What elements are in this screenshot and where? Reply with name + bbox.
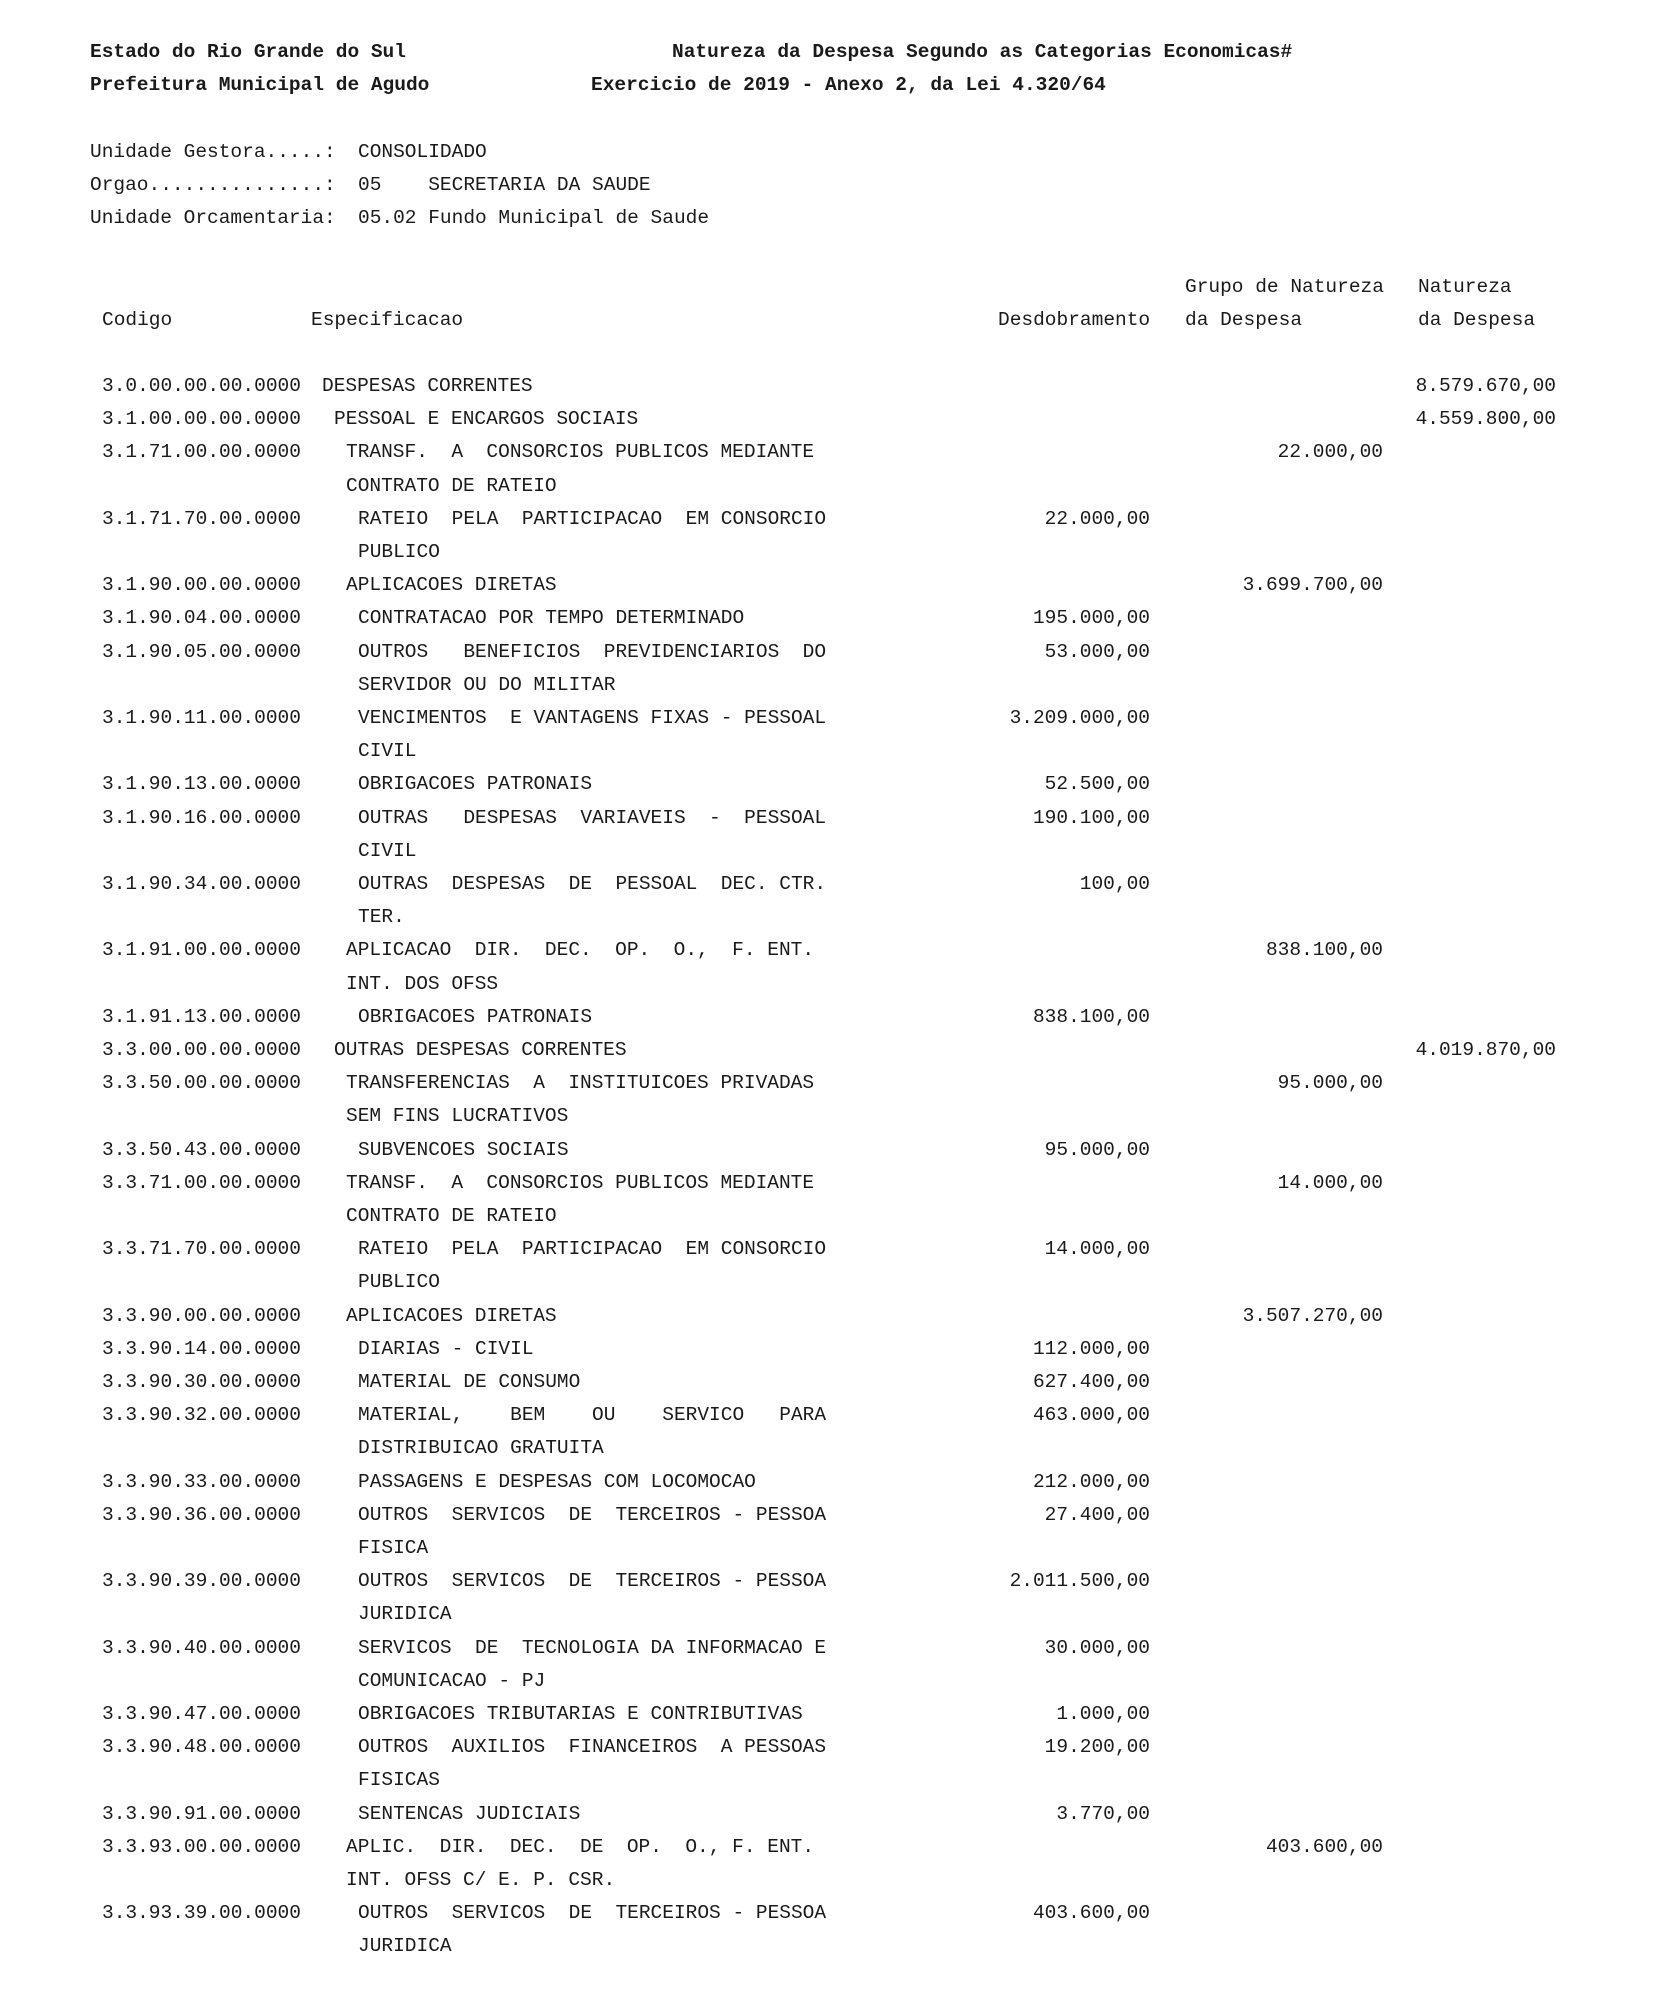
row-code: 3.3.93.00.00.0000 — [102, 1835, 301, 1858]
row-code: 3.3.93.39.00.0000 — [102, 1902, 301, 1925]
row-description: APLICACAO DIR. DEC. OP. O., F. ENT. — [346, 939, 815, 962]
row-description: CONTRATO DE RATEIO — [346, 1205, 557, 1227]
row-grupo-natureza: 403.600,00 — [1265, 1835, 1383, 1858]
unidade-orcamentaria-value: 05.02 Fundo Municipal de Saude — [358, 207, 710, 229]
row-grupo-natureza: 22.000,00 — [1277, 441, 1383, 464]
orgao-label: Orgao...............: — [90, 174, 336, 196]
row-description: CIVIL — [358, 740, 417, 763]
row-code: 3.1.91.13.00.0000 — [102, 1005, 301, 1028]
row-desdobramento: 403.600,00 — [1032, 1902, 1150, 1925]
row-description: MATERIAL, BEM OU SERVICO PARA — [358, 1404, 827, 1427]
row-desdobramento: 30.000,00 — [1044, 1636, 1150, 1659]
row-code: 3.0.00.00.00.0000 — [102, 375, 301, 397]
row-description: CONTRATACAO POR TEMPO DETERMINADO — [358, 607, 745, 630]
row-description: OUTRAS DESPESAS CORRENTES — [334, 1039, 627, 1061]
row-description: CONTRATO DE RATEIO — [346, 474, 557, 497]
row-code: 3.3.00.00.00.0000 — [102, 1039, 301, 1061]
row-desdobramento: 112.000,00 — [1032, 1337, 1150, 1360]
row-code: 3.1.90.16.00.0000 — [102, 806, 301, 829]
row-description: TRANSF. A CONSORCIOS PUBLICOS MEDIANTE — [346, 441, 815, 464]
row-desdobramento: 27.400,00 — [1044, 1503, 1150, 1526]
row-desdobramento: 627.400,00 — [1032, 1371, 1150, 1393]
row-description: DISTRIBUICAO GRATUITA — [358, 1437, 604, 1460]
row-description: OUTRAS DESPESAS VARIAVEIS - PESSOAL — [358, 806, 827, 829]
row-description: APLIC. DIR. DEC. DE OP. O., F. ENT. — [346, 1835, 815, 1858]
column-header-codigo: Codigo — [102, 309, 173, 331]
row-code: 3.1.90.13.00.0000 — [102, 773, 301, 796]
row-description: OUTROS BENEFICIOS PREVIDENCIARIOS DO — [358, 640, 827, 663]
row-code: 3.3.90.30.00.0000 — [102, 1371, 301, 1393]
row-description: SUBVENCOES SOCIAIS — [358, 1138, 569, 1161]
unidade-gestora-label: Unidade Gestora.....: — [90, 141, 336, 163]
unidade-gestora-value: CONSOLIDADO — [358, 141, 487, 163]
column-header-especificacao: Especificacao — [311, 309, 464, 331]
row-description: OUTROS SERVICOS DE TERCEIROS - PESSOA — [358, 1570, 827, 1593]
row-natureza: 8.579.670,00 — [1415, 375, 1556, 397]
municipality-name: Prefeitura Municipal de Agudo — [90, 74, 430, 96]
row-desdobramento: 212.000,00 — [1032, 1470, 1150, 1493]
row-desdobramento: 838.100,00 — [1032, 1005, 1150, 1028]
row-code: 3.1.71.00.00.0000 — [102, 441, 301, 464]
row-desdobramento: 53.000,00 — [1044, 640, 1150, 663]
row-desdobramento: 19.200,00 — [1044, 1736, 1150, 1759]
row-code: 3.1.90.00.00.0000 — [102, 574, 301, 597]
row-desdobramento: 100,00 — [1079, 873, 1150, 895]
row-code: 3.3.90.33.00.0000 — [102, 1470, 301, 1493]
row-code: 3.1.00.00.00.0000 — [102, 408, 301, 431]
row-grupo-natureza: 3.699.700,00 — [1242, 574, 1383, 597]
row-desdobramento: 190.100,00 — [1032, 806, 1150, 829]
row-description: JURIDICA — [358, 1935, 452, 1958]
state-name: Estado do Rio Grande do Sul — [90, 41, 406, 63]
row-desdobramento: 2.011.500,00 — [1009, 1570, 1150, 1593]
row-code: 3.3.90.40.00.0000 — [102, 1636, 301, 1659]
column-header-natureza-line1: Natureza — [1418, 276, 1512, 298]
row-code: 3.3.90.00.00.0000 — [102, 1304, 301, 1327]
row-description: OUTRAS DESPESAS DE PESSOAL DEC. CTR. — [358, 873, 827, 895]
row-description: OUTROS AUXILIOS FINANCEIROS A PESSOAS — [358, 1736, 827, 1759]
row-code: 3.3.71.00.00.0000 — [102, 1171, 301, 1194]
column-header-grupo-line1: Grupo de Natureza — [1185, 276, 1384, 298]
row-description: SEM FINS LUCRATIVOS — [346, 1105, 569, 1128]
row-grupo-natureza: 3.507.270,00 — [1242, 1304, 1383, 1327]
row-code: 3.3.50.43.00.0000 — [102, 1138, 301, 1161]
report-subtitle: Exercicio de 2019 - Anexo 2, da Lei 4.320/64 — [591, 74, 1106, 96]
row-desdobramento: 463.000,00 — [1032, 1404, 1150, 1427]
row-code: 3.1.90.34.00.0000 — [102, 873, 301, 895]
row-code: 3.3.90.91.00.0000 — [102, 1802, 301, 1825]
row-description: DIARIAS - CIVIL — [358, 1337, 534, 1360]
row-desdobramento: 195.000,00 — [1032, 607, 1150, 630]
row-code: 3.3.90.48.00.0000 — [102, 1736, 301, 1759]
row-desdobramento: 3.770,00 — [1056, 1802, 1150, 1825]
row-description: TRANSF. A CONSORCIOS PUBLICOS MEDIANTE — [346, 1171, 815, 1194]
row-code: 3.3.90.36.00.0000 — [102, 1503, 301, 1526]
row-code: 3.1.91.00.00.0000 — [102, 939, 301, 962]
row-description: PESSOAL E ENCARGOS SOCIAIS — [334, 408, 639, 431]
row-desdobramento: 3.209.000,00 — [1009, 707, 1150, 729]
row-code: 3.1.71.70.00.0000 — [102, 507, 301, 530]
column-header-desdobramento: Desdobramento — [998, 309, 1151, 331]
row-description: INT. DOS OFSS — [346, 972, 499, 995]
row-code: 3.3.90.39.00.0000 — [102, 1570, 301, 1593]
row-description: FISICAS — [358, 1769, 440, 1792]
row-description: PUBLICO — [358, 541, 440, 563]
row-description: OBRIGACOES PATRONAIS — [358, 1005, 593, 1028]
row-desdobramento: 95.000,00 — [1044, 1138, 1150, 1161]
row-description: VENCIMENTOS E VANTAGENS FIXAS - PESSOAL — [358, 707, 827, 729]
column-header-natureza-line2: da Despesa — [1418, 309, 1536, 331]
column-header-grupo-line2: da Despesa — [1185, 309, 1303, 331]
row-code: 3.1.90.04.00.0000 — [102, 607, 301, 630]
row-grupo-natureza: 95.000,00 — [1277, 1072, 1383, 1095]
row-description: OBRIGACOES TRIBUTARIAS E CONTRIBUTIVAS — [358, 1703, 803, 1725]
row-code: 3.1.90.11.00.0000 — [102, 707, 301, 729]
row-natureza: 4.019.870,00 — [1415, 1039, 1556, 1061]
row-description: CIVIL — [358, 839, 417, 862]
row-desdobramento: 14.000,00 — [1044, 1238, 1150, 1261]
row-description: SERVICOS DE TECNOLOGIA DA INFORMACAO E — [358, 1636, 827, 1659]
row-code: 3.3.50.00.00.0000 — [102, 1072, 301, 1095]
row-description: OUTROS SERVICOS DE TERCEIROS - PESSOA — [358, 1902, 827, 1925]
row-description: RATEIO PELA PARTICIPACAO EM CONSORCIO — [358, 1238, 827, 1261]
row-desdobramento: 52.500,00 — [1044, 773, 1150, 796]
row-desdobramento: 22.000,00 — [1044, 507, 1150, 530]
row-code: 3.1.90.05.00.0000 — [102, 640, 301, 663]
row-description: PUBLICO — [358, 1271, 440, 1294]
row-description: SERVIDOR OU DO MILITAR — [358, 673, 616, 696]
row-description: TRANSFERENCIAS A INSTITUICOES PRIVADAS — [346, 1072, 815, 1095]
row-code: 3.3.71.70.00.0000 — [102, 1238, 301, 1261]
unidade-orcamentaria-label: Unidade Orcamentaria: — [90, 207, 336, 229]
row-desdobramento: 1.000,00 — [1056, 1703, 1150, 1725]
row-description: APLICACOES DIRETAS — [346, 1304, 557, 1327]
row-description: PASSAGENS E DESPESAS COM LOCOMOCAO — [358, 1470, 756, 1493]
row-code: 3.3.90.14.00.0000 — [102, 1337, 301, 1360]
row-description: INT. OFSS C/ E. P. CSR. — [346, 1869, 616, 1891]
row-description: OUTROS SERVICOS DE TERCEIROS - PESSOA — [358, 1503, 827, 1526]
row-description: RATEIO PELA PARTICIPACAO EM CONSORCIO — [358, 507, 827, 530]
row-description: SENTENCAS JUDICIAIS — [358, 1802, 581, 1825]
row-description: APLICACOES DIRETAS — [346, 574, 557, 597]
row-description: COMUNICACAO - PJ — [358, 1669, 546, 1692]
row-description: DESPESAS CORRENTES — [322, 375, 533, 397]
row-description: FISICA — [358, 1537, 429, 1559]
row-description: JURIDICA — [358, 1603, 452, 1626]
row-code: 3.3.90.47.00.0000 — [102, 1703, 301, 1725]
row-grupo-natureza: 14.000,00 — [1277, 1171, 1383, 1194]
orgao-value: 05 SECRETARIA DA SAUDE — [358, 174, 651, 196]
row-description: MATERIAL DE CONSUMO — [358, 1371, 581, 1393]
row-code: 3.3.90.32.00.0000 — [102, 1404, 301, 1427]
row-grupo-natureza: 838.100,00 — [1265, 939, 1383, 962]
row-description: TER. — [358, 906, 405, 929]
row-description: OBRIGACOES PATRONAIS — [358, 773, 593, 796]
row-natureza: 4.559.800,00 — [1415, 408, 1556, 431]
report-title: Natureza da Despesa Segundo as Categorias Economicas# — [672, 41, 1293, 63]
